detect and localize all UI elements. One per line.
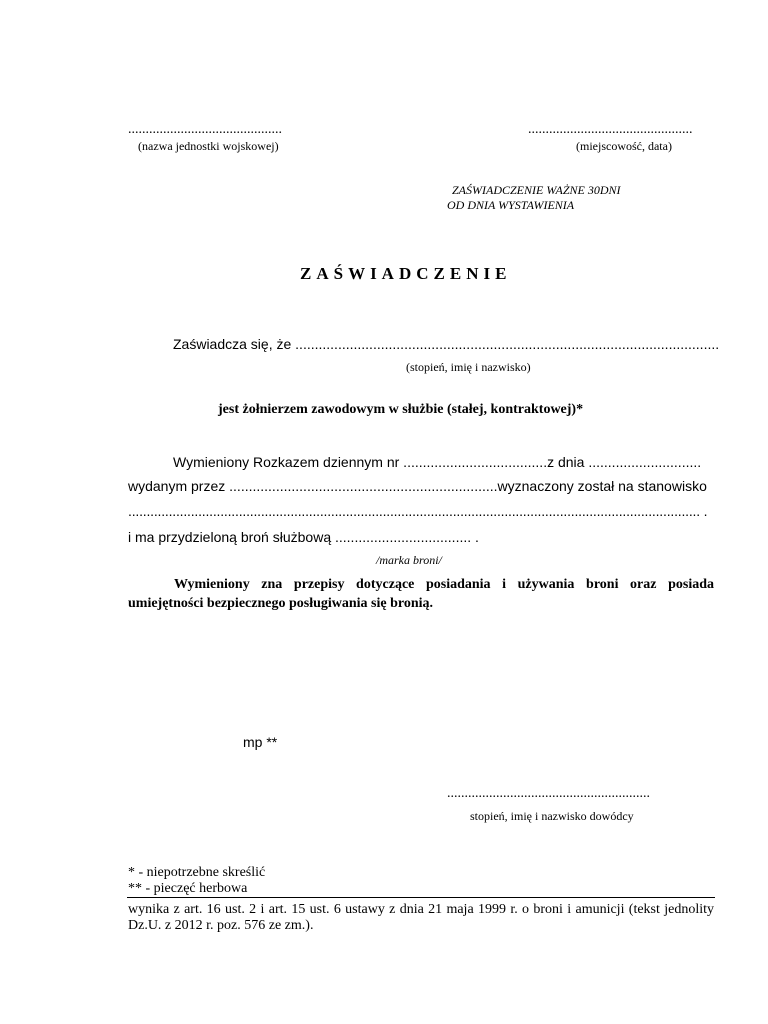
signature-dots: .......................................................... <box>447 786 650 801</box>
soldier-status-line: jest żołnierzem zawodowym w służbie (stałej, kontraktowej)* <box>218 402 584 417</box>
certify-line: Zaświadcza się, że ............................................................................................................. <box>173 336 720 352</box>
knowledge-paragraph: Wymieniony zna przepisy dotyczące posiadania i używania broni oraz posiada umiejętności bezpiecznego posługiwania się bronią. <box>128 577 714 611</box>
legal-basis: wynika z art. 16 ust. 2 i art. 15 ust. 6 ustawy z dnia 21 maja 1999 r. o broni i amunicji (tekst jednolity Dz.U. z 2012 r. poz. 576 ze zm.). <box>128 902 714 933</box>
validity-line-2: OD DNIA WYSTAWIENIA <box>447 198 575 212</box>
unit-name-dots: ............................................ <box>128 122 282 137</box>
footnote-1: * - niepotrzebne skreślić <box>128 865 266 880</box>
signature-caption: stopień, imię i nazwisko dowódcy <box>470 809 634 823</box>
footnote-divider <box>127 897 715 898</box>
place-date-dots: ............................................... <box>528 122 693 137</box>
weapon-line: i ma przydzieloną broń służbową ................................... . <box>128 529 479 545</box>
order-line: Wymieniony Rozkazem dziennym nr .....................................z dnia ............................. <box>173 454 702 470</box>
footnote-2: ** - pieczęć herbowa <box>128 881 248 896</box>
issued-line: wydanym przez .....................................................................wyznaczony został na stanowisko <box>128 478 707 494</box>
document-title: ZAŚWIADCZENIE <box>300 264 512 283</box>
place-date-caption: (miejscowość, data) <box>576 139 672 153</box>
unit-name-caption: (nazwa jednostki wojskowej) <box>138 139 279 153</box>
stamp-label: mp ** <box>243 734 278 750</box>
weapon-caption: /marka broni/ <box>376 553 442 567</box>
validity-line-1: ZAŚWIADCZENIE WAŻNE 30DNI <box>452 183 621 197</box>
position-dots: ........................................................................................................................................................... . <box>128 503 708 519</box>
certify-caption: (stopień, imię i nazwisko) <box>406 360 531 374</box>
